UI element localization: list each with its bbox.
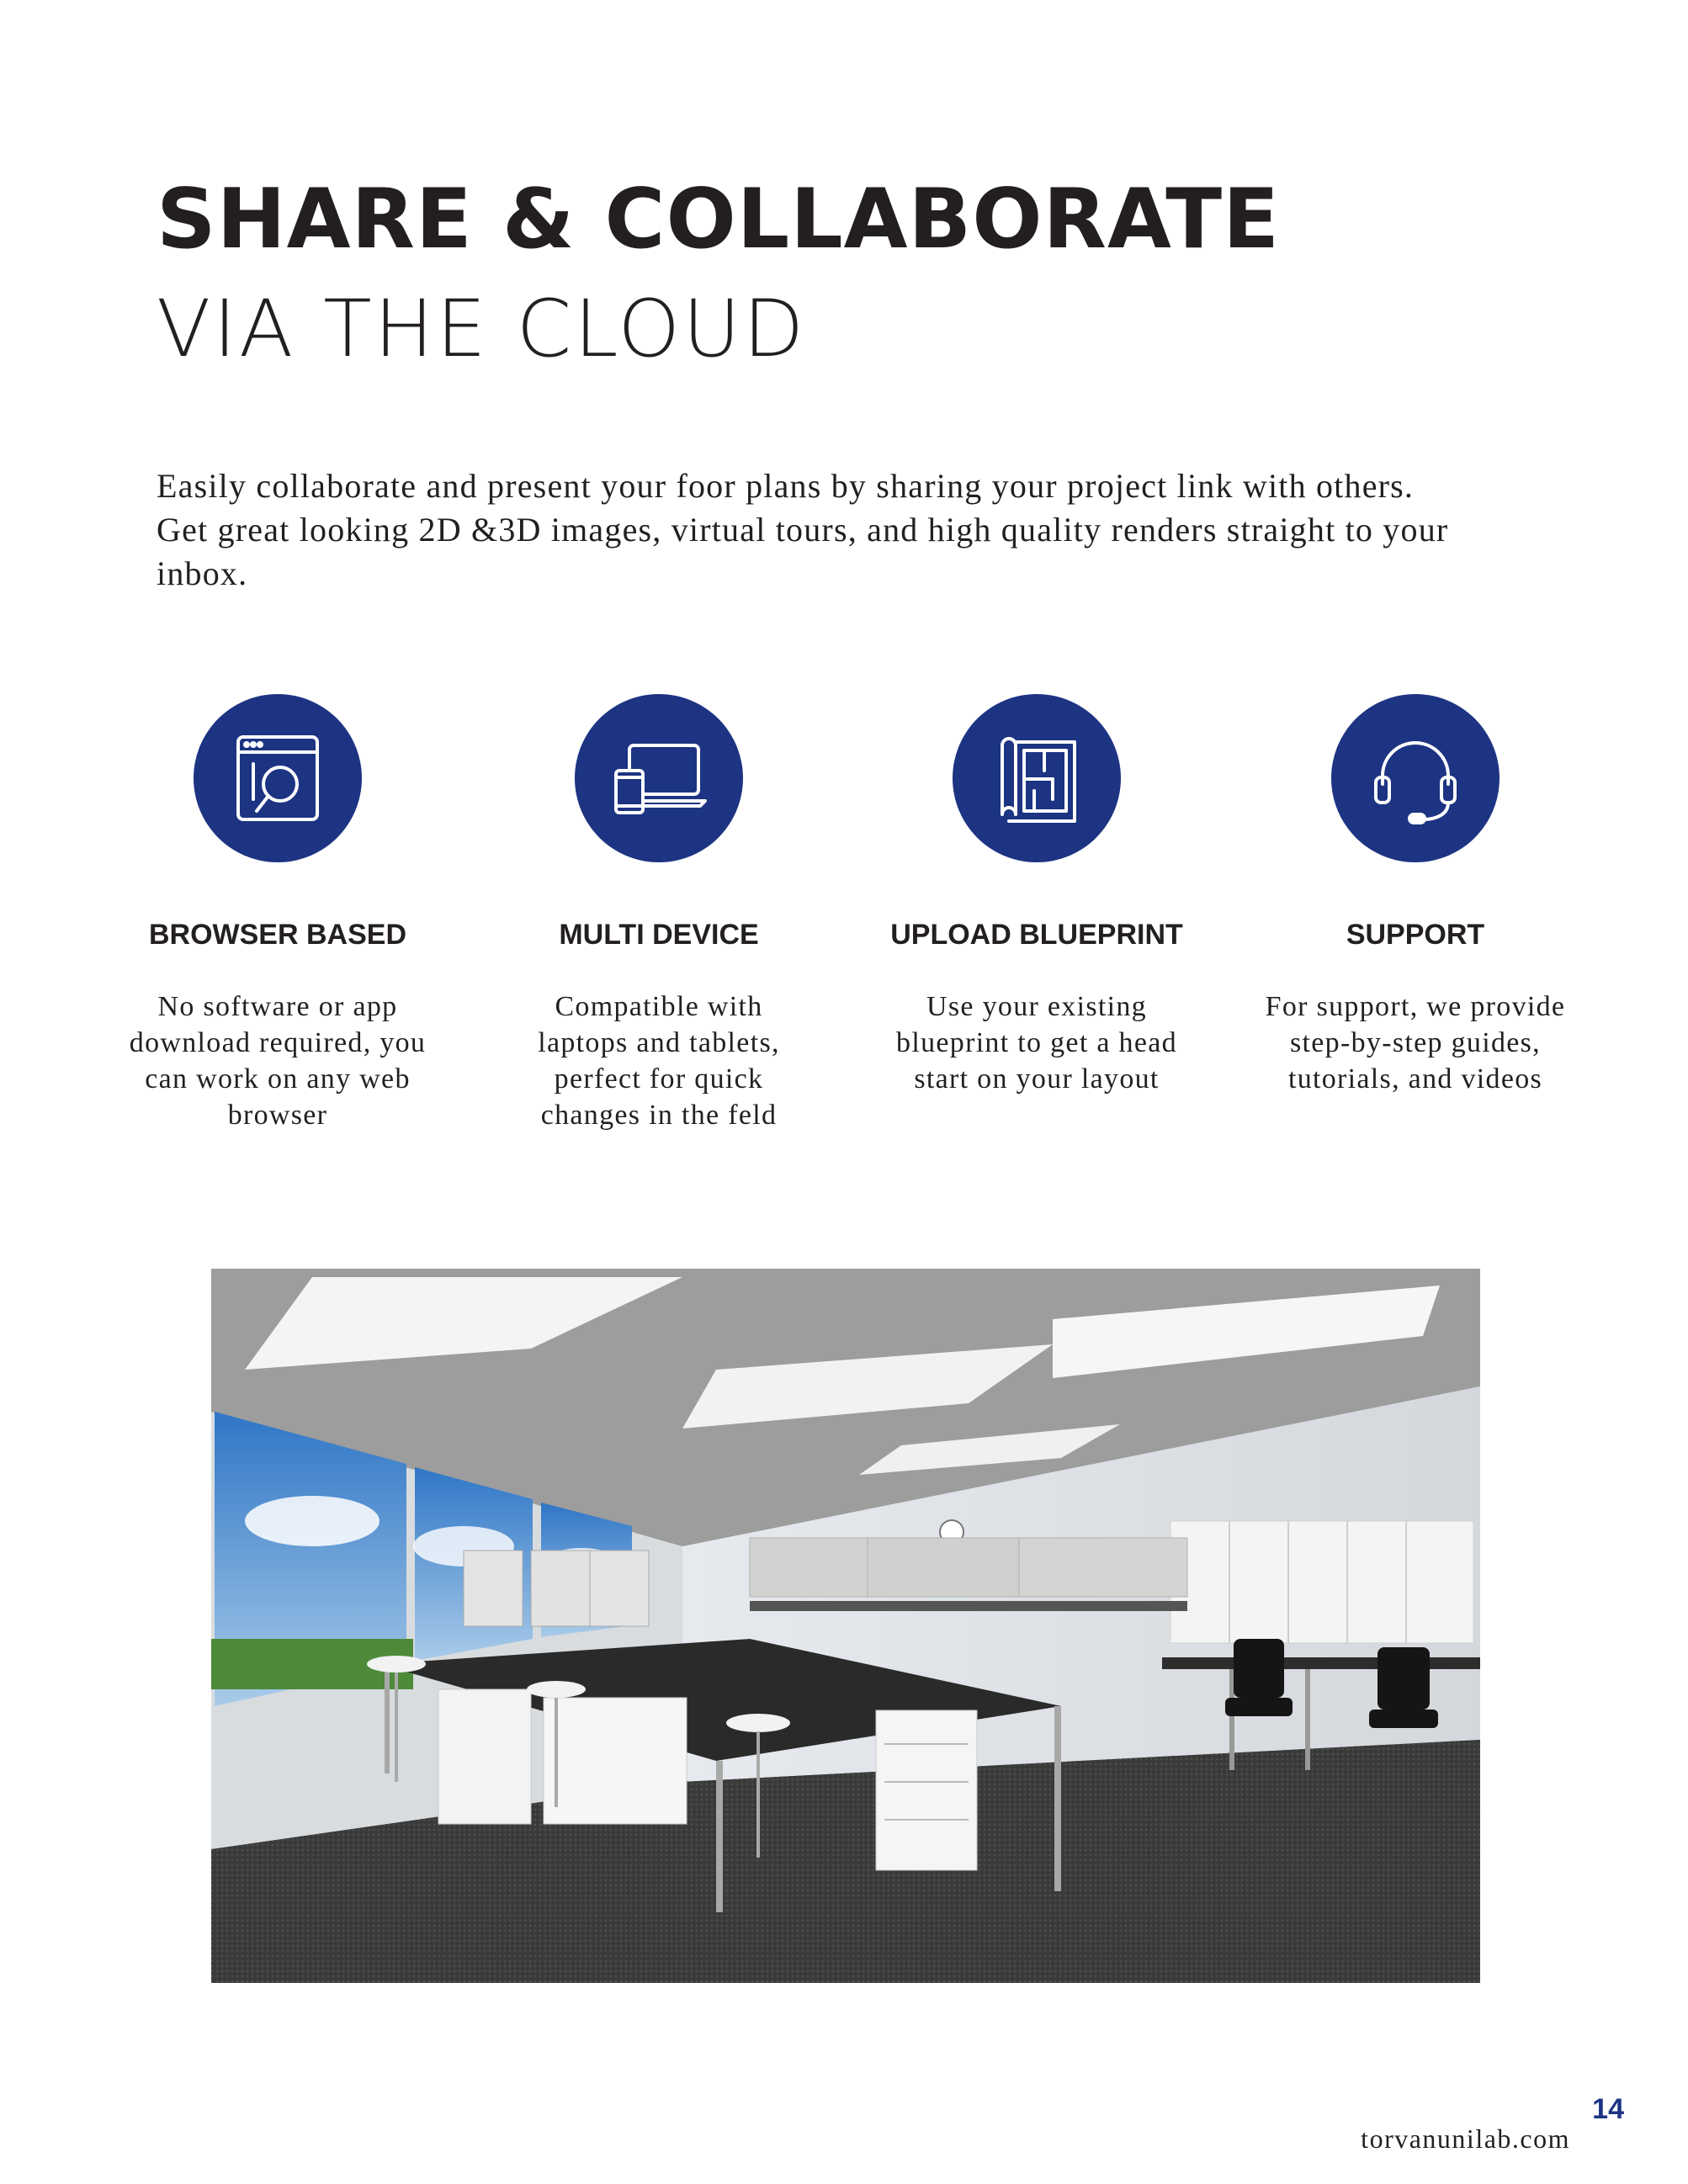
page-number: 14 bbox=[1592, 2093, 1624, 2125]
feature-title: UPLOAD BLUEPRINT bbox=[890, 919, 1183, 951]
feature-multi-device bbox=[474, 694, 844, 1133]
intro-paragraph: Easily collaborate and present your foor plans by sharing your project link with others. Get great looking 2D &3D images, virtual tours, and high quality renders straight to your inbox. bbox=[157, 467, 1449, 592]
feature-description: Compatible with laptops and tablets, perfect for quick changes in the feld bbox=[538, 991, 780, 1131]
browser-search-icon bbox=[223, 724, 332, 833]
feature-title: SUPPORT bbox=[1346, 919, 1485, 951]
feature-browser-based bbox=[93, 694, 463, 1133]
website-url: torvanunilab.com bbox=[1361, 2123, 1570, 2154]
blueprint-icon bbox=[982, 724, 1091, 833]
feature-upload-blueprint bbox=[852, 694, 1222, 1097]
page-title: SHARE & COLLABORATE bbox=[157, 172, 1281, 268]
lab-rendering-image bbox=[211, 1269, 1480, 1983]
headset-icon bbox=[1361, 724, 1470, 833]
multi-device-icon bbox=[604, 724, 714, 833]
feature-description: For support, we provide step-by-step guides, tutorials, and videos bbox=[1265, 991, 1566, 1095]
feature-icon-circle bbox=[1331, 694, 1500, 862]
feature-title: MULTI DEVICE bbox=[559, 919, 759, 951]
feature-icon-circle bbox=[575, 694, 743, 862]
feature-icon-circle bbox=[953, 694, 1121, 862]
feature-description: No software or app download required, you can work on any web browser bbox=[129, 991, 427, 1131]
feature-support bbox=[1230, 694, 1600, 1097]
feature-icon-circle bbox=[194, 694, 362, 862]
lab-room-illustration bbox=[211, 1269, 1480, 1983]
feature-title: BROWSER BASED bbox=[148, 919, 407, 951]
feature-description: Use your existing blueprint to get a head start on your layout bbox=[896, 991, 1177, 1095]
page-subtitle: VIA THE CLOUD bbox=[157, 284, 807, 375]
